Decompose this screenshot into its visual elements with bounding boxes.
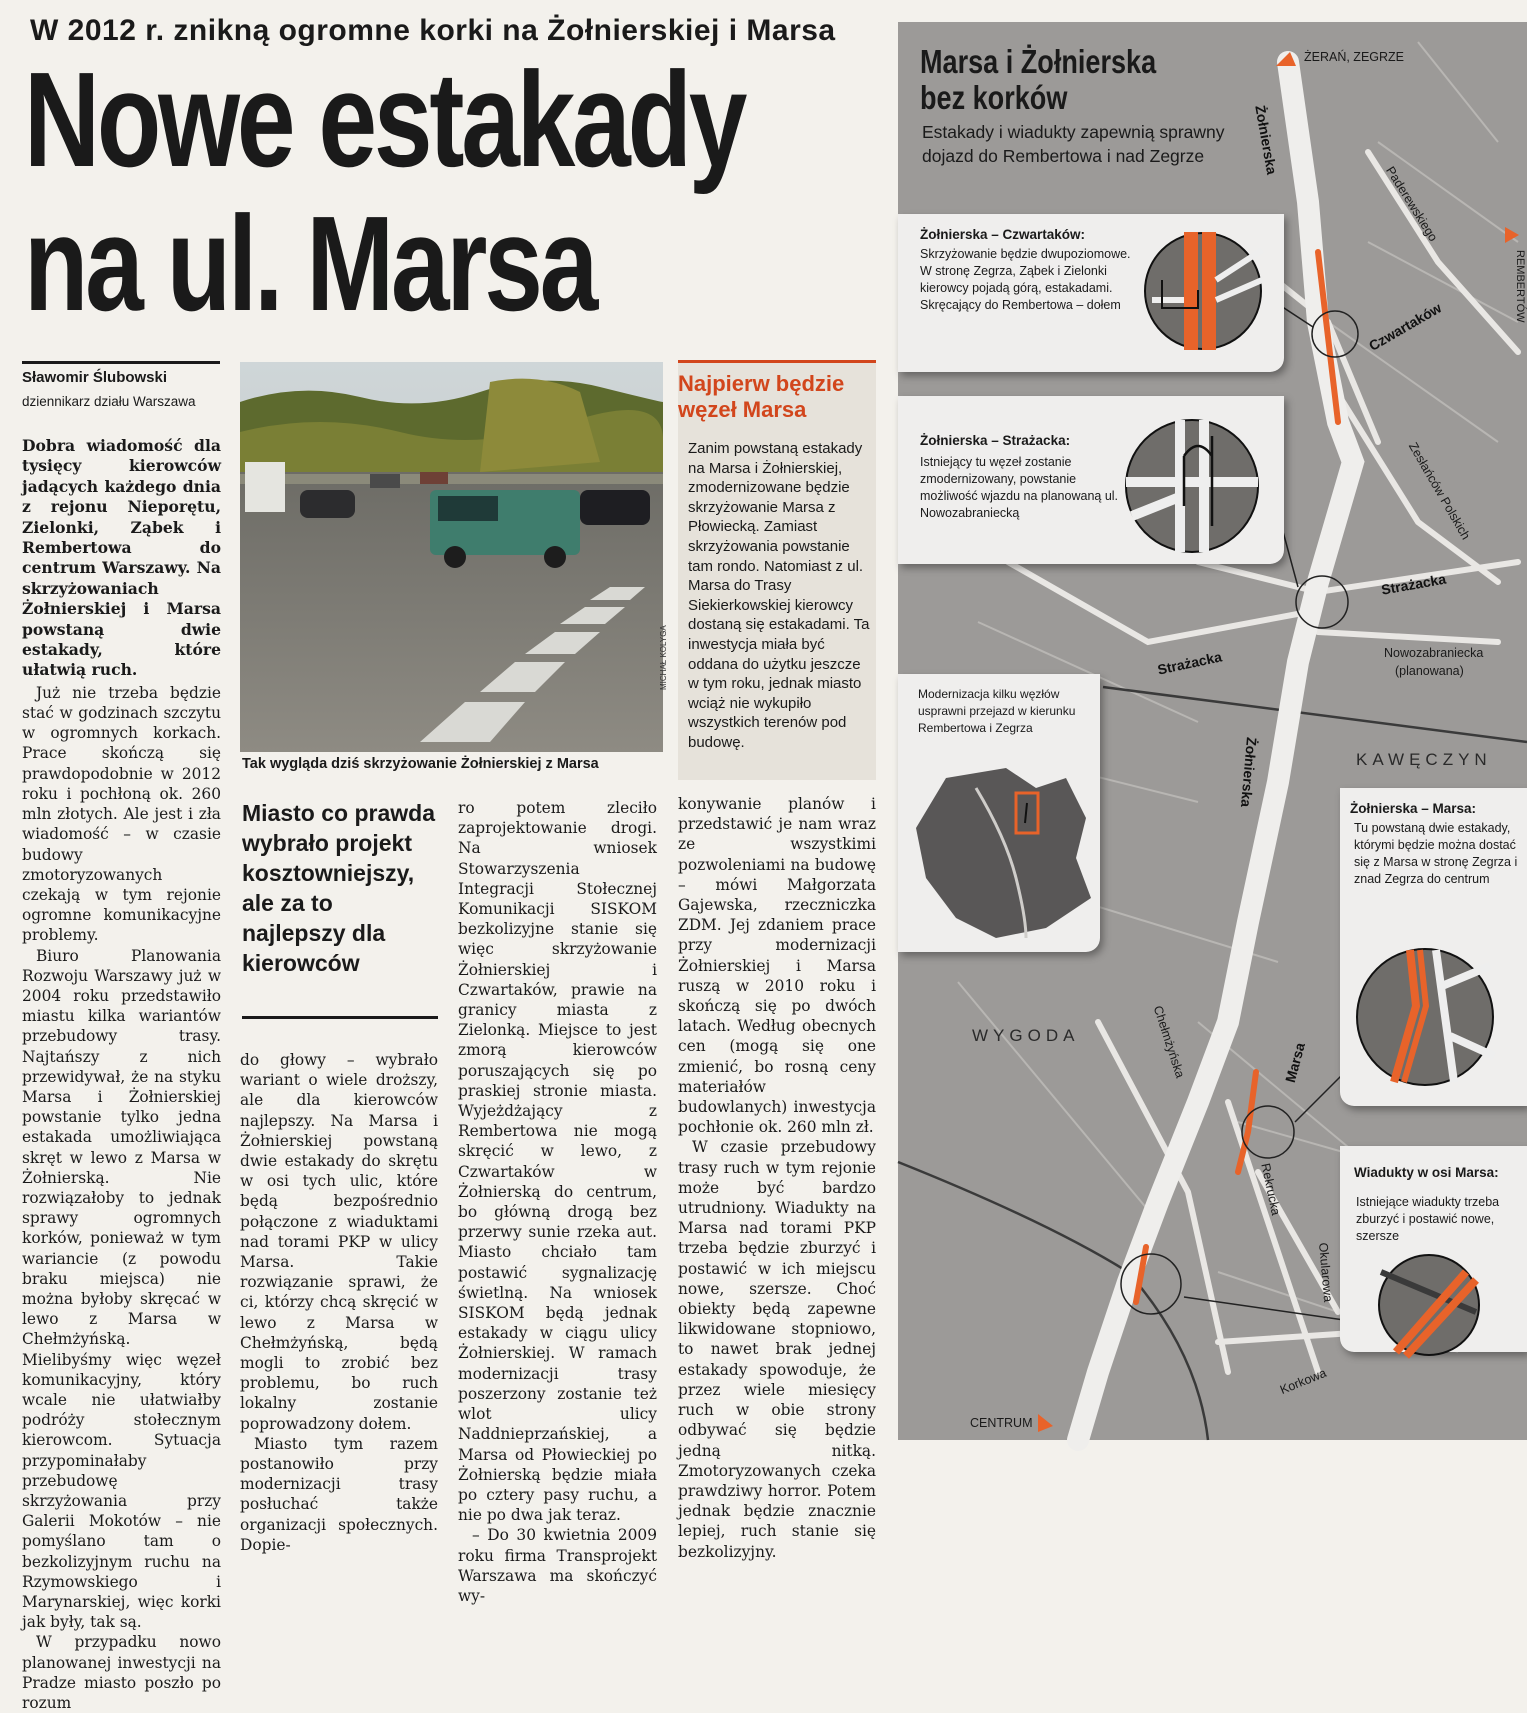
author-role: dziennikarz działu Warszawa: [22, 394, 196, 409]
kicker: W 2012 r. znikną ogromne korki na Żołnierskiej i Marsa: [30, 14, 836, 47]
pull-quote-rule: [242, 1016, 438, 1019]
warsaw-outline-map: [906, 758, 1096, 948]
street-label-rekrucka: Rekrucka: [1258, 1162, 1283, 1217]
headline-line-2: na ul. Marsa: [24, 188, 596, 339]
paragraph: do głowy – wybrało wariant o wiele droższy, ale dla kierowców najlepszy. Na Marsa i Żołnierskiej powstaną dwie estakady do skrętu w osi tych ulic, które będą bezpośrednio połączone z wiaduktami nad torami PKP w ulicy Marsa. Takie rozwiązanie sprawi, że ci, którzy chcą skręcić w lewo z Marsa w Chełmżyńską, będą mogli to zrobić bez problemu, bo ruch lokalny zostanie poprowadzony dołem.: [240, 1051, 438, 1433]
photo-caption: Tak wygląda dziś skrzyżowanie Żołnierskiej z Marsa: [242, 756, 599, 772]
column-2: [240, 1050, 438, 1555]
street-label-marsa: Marsa: [1282, 1040, 1308, 1085]
street-label-chelmzynska: Chełmżyńska: [1150, 1004, 1188, 1080]
panel-strazacka: [898, 396, 1284, 564]
direction-bottom-label: CENTRUM: [970, 1416, 1033, 1430]
sidebar-box: [678, 360, 876, 780]
street-label-zeslancow: Zesłańców Polskich: [1405, 440, 1473, 543]
headline-line-1: Nowe estakady: [24, 44, 745, 195]
panel-wiadukty: [1340, 1146, 1527, 1352]
street-label-strazacka-right: Strażacka: [1380, 570, 1448, 598]
photo-credit: MICHAŁ KOLYGA: [659, 625, 668, 690]
panel-marsa: [1340, 788, 1527, 1106]
street-photo-illustration: [240, 362, 663, 752]
panel-inset-text: Modernizacja kilku węzłów usprawni przejazd w kierunku Rembertowa i Zegrza: [918, 687, 1076, 735]
pull-quote: Miasto co prawda wybrało projekt kosztowniejszy, ale za to najlepszy dla kierowców: [242, 800, 435, 976]
column-4: [678, 794, 876, 1562]
lead-paragraph: Dobra wiadomość dla tysięcy kierowców jadących każdego dnia z rejonu Nieporętu, Zielonki, Ząbek i Rembertowa do centrum Warszawy. Na skrzyżowaniach Żołnierskiej i Marsa powstaną dwie estakady, które ułatwią ruch.: [22, 436, 221, 680]
street-photo: [240, 362, 663, 752]
direction-top-label: ŻERAŃ, ZEGRZE: [1304, 50, 1405, 64]
map-title-line-2: bez korków: [920, 79, 1068, 116]
street-label-zolnierska: Żołnierska: [1252, 104, 1281, 176]
panel-czwartakow-text: Skrzyżowanie będzie dwupoziomowe. W stronę Zegrza, Ząbek i Zielonki kierowcy pojadą górą, estakadami. Skręcający do Rembertowa – dołem: [920, 247, 1131, 312]
junction-diagram-strazacka: [1122, 416, 1262, 556]
direction-right-label: REMBERTÓW: [1514, 250, 1526, 323]
author-name: Sławomir Ślubowski: [22, 369, 168, 386]
viaduct-diagram: [1376, 1252, 1482, 1358]
map-infographic: [898, 22, 1527, 1440]
panel-czwartakow: [898, 214, 1284, 372]
junction-diagram-marsa: [1354, 946, 1496, 1088]
author-rule: [22, 361, 220, 364]
sidebar-body: Zanim powstaną estakady na Marsa i Żołnierskiej, zmodernizowane będzie skrzyżowanie Marsa z Płowiecką. Zamiast skrzyżowania powstanie tam rondo. Natomiast z ul. Marsa do Trasy Siekierkowskiej kierowcy dostaną się estakadami. Ta inwestycja miała być oddana do użytku jeszcze w tym roku, jednak miasto wciąż nie wykupiło wszystkich terenów pod budowę.: [688, 440, 870, 751]
paragraph: W czasie przebudowy trasy ruch w tym rejonie może być bardzo utrudniony. Wiadukty na Marsa nad torami PKP trzeba będzie zburzyć i postawić w ich miejscu nowe, szersze. Choć obiekty będą zapewne likwidowane stopniowo, to nawet brak jednej estakady spowoduje, że przez wiele miesięcy ruch w obie strony odbywać się będzie jedną nitką. Zmotoryzowanych czeka prawdziwy horror. Potem jednak będzie znacznie lepiej, ruch stanie się bezkolizyjny.: [678, 1138, 876, 1561]
street-label-planowana: (planowana): [1395, 664, 1464, 678]
paragraph: konywanie planów i przedstawić je nam wraz ze wszystkimi pozwoleniami na budowę – mówi Małgorzata Gajewska, rzeczniczka ZDM. Jej zdaniem prace przy modernizacji Żołnierskiej i Marsa ruszą w 2010 roku i skończą się po dwóch latach. Według obecnych cen (mogą się one zmienić, bo rosną ceny materiałów budowlanych) inwestycja pochłonie ok. 260 mln zł.: [678, 795, 876, 1137]
street-label-czwartakow: Czwartaków: [1366, 299, 1445, 354]
panel-strazacka-text: Istniejący tu węzeł zostanie zmodernizowany, powstanie możliwość wjazdu na planowaną ul. Nowozabraniecką: [920, 455, 1119, 520]
street-label-okularowa: Okularowa: [1316, 1242, 1336, 1303]
map-title: [920, 44, 1156, 116]
column-3: [458, 798, 657, 1606]
panel-inset-map: [898, 674, 1100, 952]
paragraph: – Do 30 kwietnia 2009 roku firma Transprojekt Warszawa ma skończyć wy-: [458, 1526, 657, 1605]
paragraph: Biuro Planowania Rozwoju Warszawy już w 2004 roku przedstawiło miastu kilka wariantów przebudowy trasy. Najtańszy z nich przewidywał, że na styku Marsa i Żołnierskiej powstanie tylko jedna estakada umożliwiająca skręt w lewo z Marsa w Żołnierską. Nie rozwiązałoby to jednak sprawy ogromnych korków, ponieważ w tym wariancie (z powodu braku miejsca) nie można byłoby skręcać w lewo z Marsa w Chełmżyńską. Mielibyśmy więc węzeł komunikacyjny, który wcale nie ułatwiałby podróży stołecznym kierowcom. Sytuacja przypominałaby przebudowę skrzyżowania przy Galerii Mokotów – nie pomyślano tam o bezkolizyjnym ruchu na Rzymowskiego i Marynarskiej, więc korki jak były, tak są.: [22, 946, 221, 1632]
panel-marsa-title: Żołnierska – Marsa:: [1350, 801, 1477, 816]
paragraph: W przypadku nowo planowanej inwestycji na Pradze miasto poszło po rozum: [22, 1633, 221, 1713]
sidebar-title: Najpierw będzie węzeł Marsa: [678, 371, 845, 422]
street-label-paderewskiego: Paderewskiego: [1383, 164, 1441, 244]
street-label-korkowa: Korkowa: [1278, 1365, 1329, 1397]
column-1: [22, 436, 221, 1713]
panel-marsa-text: Tu powstaną dwie estakady, którymi będzie można dostać się z Marsa w stronę Zegrza i znad Zegrza do centrum: [1354, 821, 1518, 886]
map-subtitle: Estakady i wiadukty zapewnią sprawny dojazd do Rembertowa i nad Zegrze: [922, 122, 1225, 166]
street-label-strazacka-left: Strażacka: [1156, 648, 1224, 678]
area-label-kaweczyn: KAWĘCZYN: [1356, 750, 1492, 769]
street-label-nowozabraniecka: Nowozabraniecka: [1384, 646, 1484, 660]
panel-wiadukty-title: Wiadukty w osi Marsa:: [1354, 1165, 1499, 1180]
paragraph: Miasto tym razem postanowiło przy modernizacji trasy posłuchać także organizacji społecznych. Dopie-: [240, 1434, 438, 1554]
paragraph: ro potem zleciło zaprojektowanie drogi. Na wniosek Stowarzyszenia Integracji Stołecznej Komunikacji SISKOM bezkolizyjne stanie się więc skrzyżowanie Żołnierskiej i Czwartaków, prawie na granicy miasta z Zielonką. Miejsce to jest zmorą kierowców poruszających się po praskiej stronie miasta. Wyjeżdżający z Rembertowa nie mogą skręcić w lewo, z Czwartaków w Żołnierską do centrum, bo główną drogą bez przerwy sunie rzeka aut. Miasto chciało tam postawić sygnalizację świetlną. Na wniosek SISKOM będą jednak estakady w ciągu ulicy Żołnierskiej. W ramach modernizacji trasy poszerzony zostanie też wlot ulicy Naddnieprzańskiej, a Marsa od Płowieckiej po Żołnierską będzie miała po cztery pasy ruchu, a nie po dwa jak teraz.: [458, 799, 657, 1525]
panel-wiadukty-text: Istniejące wiadukty trzeba zburzyć i postawić nowe, szersze: [1356, 1195, 1500, 1243]
paragraph: Już nie trzeba będzie stać w godzinach szczytu w ogromnych korkach. Prace skończą się prawdopodobnie w 2012 roku i pochłoną ok. 260 mln złotych. Ale jest i zła wiadomość – w czasie budowy zmotoryzowanych czekają w tym rejonie ogromne komunikacyjne problemy.: [22, 683, 221, 945]
map-title-line-1: Marsa i Żołnierska: [920, 43, 1157, 80]
junction-diagram-czwartakow: [1142, 230, 1264, 352]
area-label-wygoda: WYGODA: [972, 1026, 1080, 1045]
panel-strazacka-title: Żołnierska – Strażacka:: [920, 433, 1071, 448]
panel-czwartakow-title: Żołnierska – Czwartaków:: [920, 227, 1086, 242]
street-label-zolnierska-mid: Żołnierska: [1237, 736, 1260, 808]
